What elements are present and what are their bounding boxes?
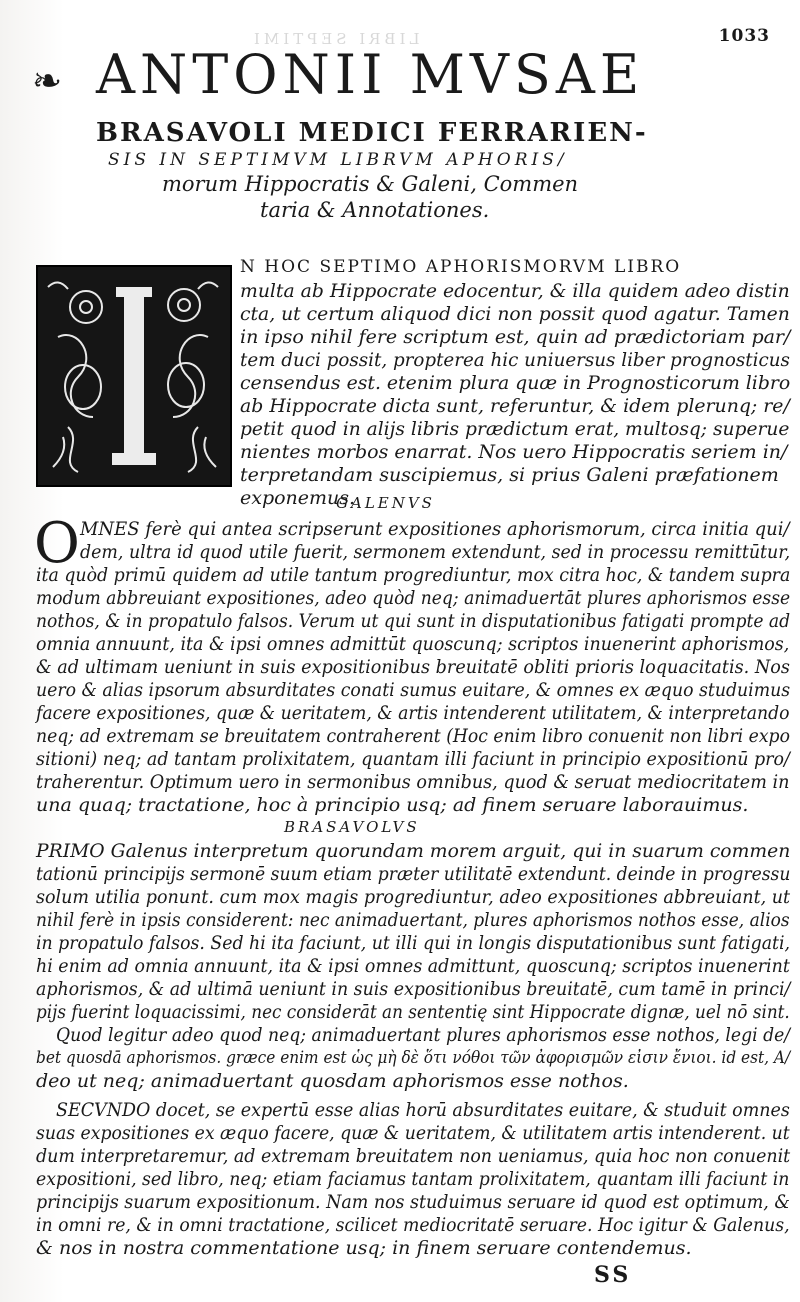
text-line: N HOC SEPTIMO APHORISMORVM LIBRO [240,257,682,277]
text-line: in ipso nihil fere scriptum est, quin ad prædictoriam par/ [240,326,791,348]
text-line: nihil ferè in ipsis considerent: nec animaduertant, plures aphorismos nothos esse, alios [36,909,790,931]
text-line: PRIMO Galenus interpretum quorundam morem arguit, qui in suarum commen [36,840,791,862]
text-line: nientes morbos enarrat. Nos uero Hippocratis seriem in/ [240,441,788,463]
text-line: neq; ad extremam se breuitatem contraherent (Hoc enim libro conuenit non libri expo [36,725,790,747]
text-line: facere expositiones, quæ & ueritatem, & artis intenderent utilitatem, & interpretando [36,702,790,724]
text-line: bet quosdā aphorismos. græce enim est ὡς μὴ δὲ ὅτι νόθοι τῶν ἀφορισμῶν εἰσιν ἔνιοι. id est, A/ [36,1048,791,1068]
decorated-initial [36,265,232,487]
text-line: nothos, & in propatulo falsos. Verum ut qui sunt in disputationibus fatigati prompte ad [36,610,791,632]
text-line: principijs suarum expositionum. Nam nos studuimus seruare id quod est optimum, & [36,1191,790,1213]
text-line: multa ab Hippocrate edocentur, & illa quidem adeo distin [240,280,790,302]
text-line: exponemus. [240,487,356,509]
text-line: pijs fuerint loquacissimi, nec considerāt an sententię sint Hippocrate dignæ, uel nō sint. [36,1001,790,1023]
page-number: 1033 [718,26,770,46]
text-line: ita quòd primū quidem ad utile tantum progrediuntur, mox citra hoc, & tandem supra [36,564,791,586]
text-line: hi enim ad omnia annuunt, ita & ipsi omnes admittunt, quoscunq; scriptos inuenerint [36,955,790,977]
text-line: petit quod in alijs libris prædictum erat, multosq; superue [240,418,790,440]
text-line: modum abbreuiant expositiones, adeo quòd neq; animaduertāt plures aphorismos esse [36,587,791,609]
text-line: traherentur. Optimum uero in sermonibus omnibus, quod & seruat mediocritatem in [36,771,790,793]
text-line: sitioni) neq; ad tantam prolixitatem, quantam illi faciunt in principio expositionū pro/ [36,748,790,770]
title-line-3: SIS IN SEPTIMVM LIBRVM APHORIS/ [108,150,568,170]
text-line: MNES ferè qui antea scripserunt expositiones aphorismorum, circa initia qui/ [80,518,790,540]
text-line: expositioni, sed libro, neq; etiam faciamus tantam prolixitatem, quantam illi faciunt in [36,1168,790,1190]
text-line: Quod legitur adeo quod neq; animaduertant plures aphorismos esse nothos, legi de/ [56,1024,791,1046]
text-line: una quaq; tractatione, hoc à principio usq; ad finem seruare laborauimus. [36,794,749,816]
section-heading-brasavolus: BRASAVOLVS [284,818,420,836]
text-line: censendus est. etenim plura quæ in Prognosticorum libro [240,372,791,394]
fleuron-icon: ❧ [32,61,63,102]
text-line: & ad ultimam ueniunt in suis expositionibus breuitatē obliti prioris loquacitatis. Nos [36,656,790,678]
text-line: ab Hippocrate dicta sunt, referuntur, & idem plerunq; re/ [240,395,790,417]
text-line: tem duci possit, propterea hic uniuersus liber prognosticus [240,349,790,371]
text-line: deo ut neq; animaduertant quosdam aphorismos esse nothos. [36,1070,629,1092]
section-heading-galenus: GALENVS [336,494,435,512]
show-through-running-head: LIBRI SEPTIMI [250,30,420,48]
galenus-initial: O [34,511,80,576]
title-subtitle: BRASAVOLI MEDICI FERRARIEN- [96,118,648,148]
text-line: omnia annuunt, ita & ipsi omnes admittūt quoscunq; scriptos inuenerint aphorismos, [36,633,790,655]
text-line: suas expositiones ex æquo facere, quæ & ueritatem, & utilitatem artis intenderent. ut [36,1122,790,1144]
text-line: tationū principijs sermonē suum etiam præter utilitatē extendunt. deinde in progressu [36,863,791,885]
text-line: SECVNDO docet, se expertū esse alias horū absurditates euitare, & studuit omnes [56,1099,790,1121]
title-line-4: morum Hippocratis & Galeni, Commen [162,172,579,196]
text-line: cta, ut certum aliquod dici non possit quod agatur. Tamen [240,303,790,325]
woodcut-ornament-icon [38,267,230,485]
text-line: & nos in nostra commentatione usq; in finem seruare contendemus. [36,1237,692,1259]
text-line: uero & alias ipsorum absurditates conati sumus euitare, & omnes ex æquo studuimus [36,679,791,701]
text-line: in omni re, & in omni tractatione, scilicet mediocritatē seruare. Hoc igitur & Galenus, [36,1214,790,1236]
text-line: solum utilia ponunt. cum mox magis progrediuntur, adeo expositiones abbreuiant, ut [36,886,791,908]
catchword: SS [594,1262,632,1288]
text-line: dum interpretaremur, ad extremam breuitatem non ueniamus, quia hoc non conuenit [36,1145,791,1167]
text-line: in propatulo falsos. Sed hi ita faciunt, ut illi qui in longis disputationibus sunt fatigati, [36,932,791,954]
text-line: dem, ultra id quod utile fuerit, sermonem extendunt, sed in processu remittūtur, [80,541,791,563]
title-line-5: taria & Annotationes. [260,198,490,222]
title-main: ANTONII MVSAE [96,43,645,106]
text-line: aphorismos, & ad ultimā ueniunt in suis expositionibus breuitatē, cum tamē in princi/ [36,978,791,1000]
text-line: terpretandam suscipiemus, si prius Galeni præfationem [240,464,779,486]
